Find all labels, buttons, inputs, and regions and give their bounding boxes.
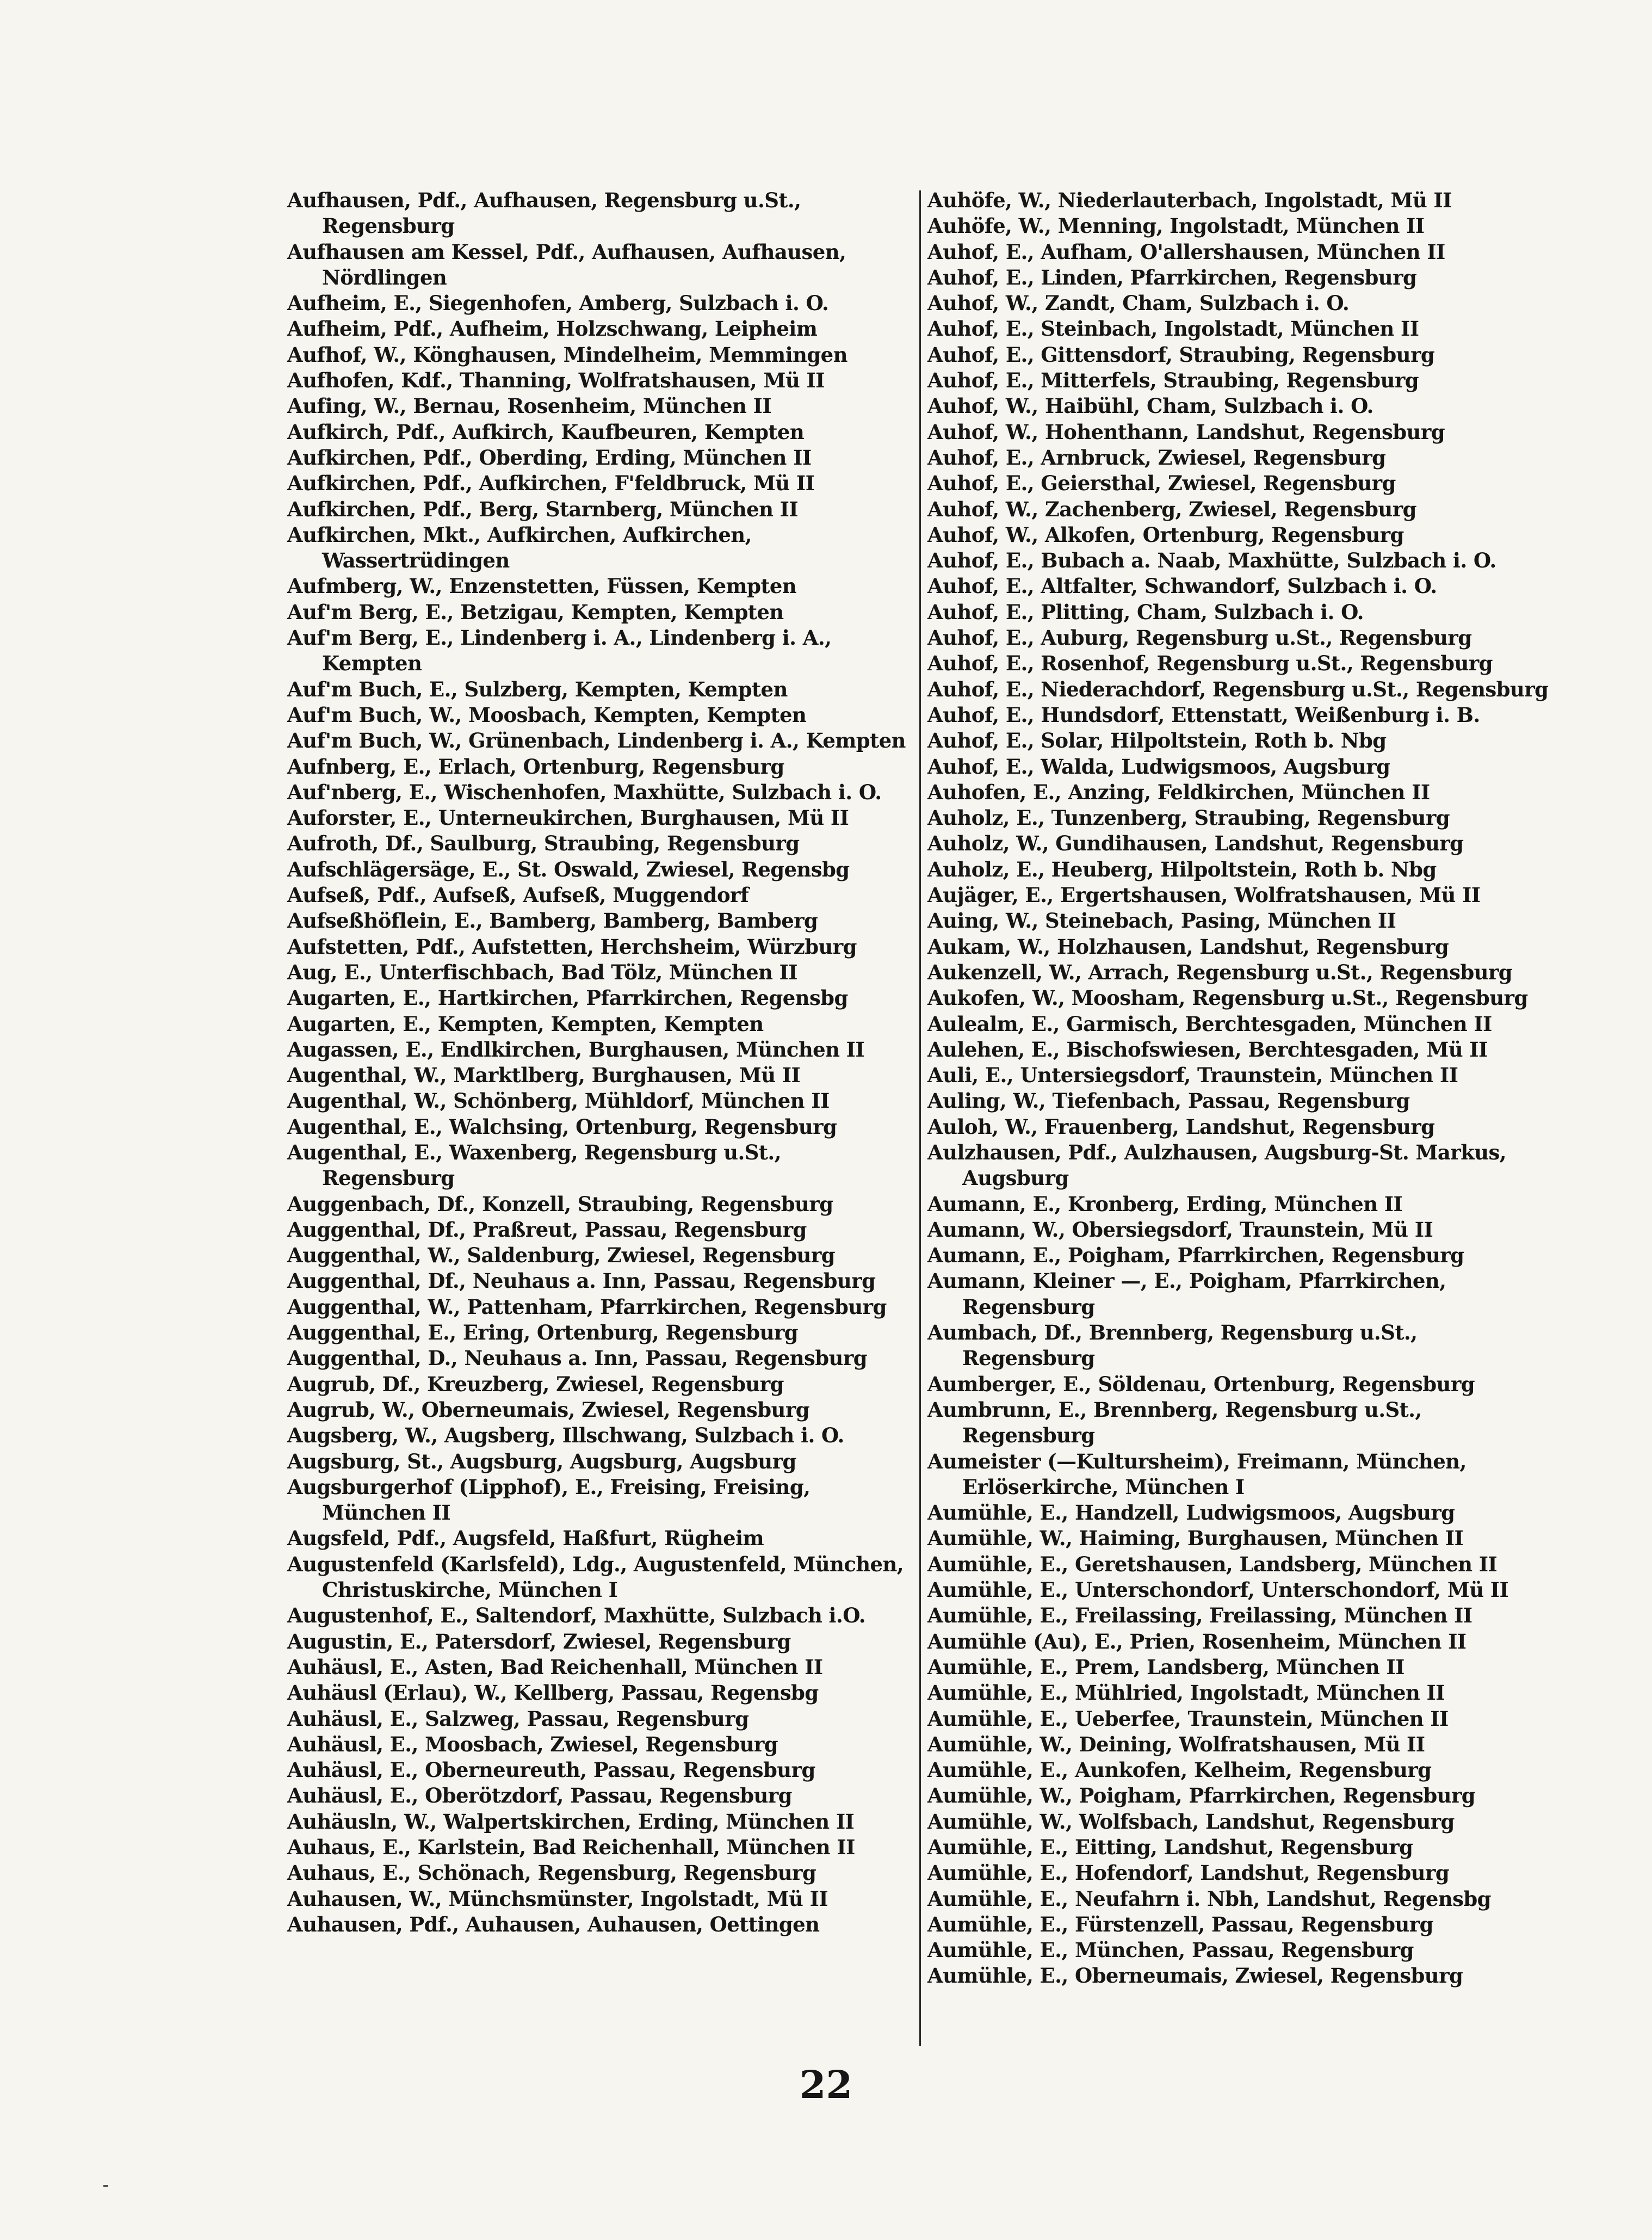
- gazetteer-entry: Augenthal, E., Waxenberg, Regensburg u.St., Regensburg: [287, 1140, 781, 1190]
- gazetteer-entry: Aufkirchen, Pdf., Berg, Starnberg, München II: [287, 497, 799, 521]
- gazetteer-entry: Auhof, W., Zachenberg, Zwiesel, Regensburg: [927, 497, 1416, 521]
- gazetteer-entry: Auforster, E., Unterneukirchen, Burghausen, Mü II: [287, 806, 849, 830]
- gazetteer-entry: Aumühle, E., Eitting, Landshut, Regensburg: [927, 1835, 1413, 1859]
- gazetteer-entry: Aufmberg, W., Enzenstetten, Füssen, Kempten: [287, 574, 797, 598]
- gazetteer-entry: Auhäusl, E., Asten, Bad Reichenhall, München II: [287, 1655, 823, 1679]
- gazetteer-entry: Auggenthal, D., Neuhaus a. Inn, Passau, Regensburg: [287, 1346, 868, 1371]
- gazetteer-entry: Aufhofen, Kdf., Thanning, Wolfratshausen, Mü II: [287, 368, 825, 393]
- gazetteer-entry: Augassen, E., Endlkirchen, Burghausen, München II: [287, 1037, 865, 1062]
- gazetteer-entry: Aukam, W., Holzhausen, Landshut, Regensburg: [927, 934, 1449, 959]
- gazetteer-entry: Aufnberg, E., Erlach, Ortenburg, Regensburg: [287, 754, 784, 779]
- gazetteer-entry: Auhäusl, E., Moosbach, Zwiesel, Regensburg: [287, 1732, 778, 1756]
- gazetteer-entry: Aumühle, E., Fürstenzell, Passau, Regensburg: [927, 1912, 1433, 1936]
- gazetteer-entry: Auggenthal, E., Ering, Ortenburg, Regensburg: [287, 1320, 799, 1345]
- gazetteer-entry: Auing, W., Steinebach, Pasing, München II: [927, 909, 1396, 933]
- gazetteer-entry: Auhof, E., Solar, Hilpoltstein, Roth b. Nbg: [927, 729, 1387, 753]
- gazetteer-entry: Auhausen, Pdf., Auhausen, Auhausen, Oettingen: [287, 1912, 820, 1936]
- gazetteer-entry: Auling, W., Tiefenbach, Passau, Regensburg: [927, 1089, 1410, 1113]
- gazetteer-entry: Auhäusl, E., Salzweg, Passau, Regensburg: [287, 1706, 749, 1731]
- gazetteer-entry: Auhof, E., Steinbach, Ingolstadt, München II: [927, 317, 1419, 341]
- gazetteer-entry: Aufstetten, Pdf., Aufstetten, Herchsheim, Würzburg: [287, 934, 857, 959]
- gazetteer-entry: Aumann, E., Kronberg, Erding, München II: [927, 1192, 1403, 1216]
- gazetteer-entry: Auholz, E., Heuberg, Hilpoltstein, Roth b. Nbg: [927, 857, 1437, 881]
- gazetteer-entry: Auhof, W., Haibühl, Cham, Sulzbach i. O.: [927, 394, 1373, 418]
- gazetteer-entry: Aumühle, E., Oberneumais, Zwiesel, Regensburg: [927, 1964, 1463, 1988]
- right-column: [927, 188, 1550, 1989]
- gazetteer-entry: Auhof, W., Hohenthann, Landshut, Regensburg: [927, 419, 1445, 444]
- gazetteer-entry: Auf'm Buch, E., Sulzberg, Kempten, Kempten: [287, 677, 788, 701]
- gazetteer-entry: Auhof, E., Rosenhof, Regensburg u.St., Regensburg: [927, 651, 1493, 676]
- gazetteer-entry: Aumühle (Au), E., Prien, Rosenheim, München II: [927, 1629, 1467, 1653]
- gazetteer-entry: Aumann, E., Poigham, Pfarrkirchen, Regensburg: [927, 1243, 1464, 1268]
- gazetteer-entry: Augsburgerhof (Lipphof), E., Freising, Freising, München II: [287, 1474, 810, 1525]
- gazetteer-entry: Auggenthal, W., Pattenham, Pfarrkirchen, Regensburg: [287, 1294, 887, 1319]
- gazetteer-entry: Auhof, E., Plitting, Cham, Sulzbach i. O.: [927, 600, 1364, 624]
- gazetteer-entry: Aufing, W., Bernau, Rosenheim, München II: [287, 394, 772, 418]
- gazetteer-entry: Auholz, E., Tunzenberg, Straubing, Regensburg: [927, 806, 1450, 830]
- gazetteer-entry: Auhaus, E., Schönach, Regensburg, Regensburg: [287, 1861, 816, 1885]
- gazetteer-entry: Aulehen, E., Bischofswiesen, Berchtesgaden, Mü II: [927, 1037, 1488, 1062]
- gazetteer-entry: Augsburg, St., Augsburg, Augsburg, Augsburg: [287, 1449, 796, 1473]
- gazetteer-entry: Auhöfe, W., Niederlauterbach, Ingolstadt, Mü II: [927, 188, 1452, 212]
- gazetteer-entry: Auggenthal, Df., Neuhaus a. Inn, Passau, Regensburg: [287, 1269, 876, 1293]
- gazetteer-entry: Auholz, W., Gundihausen, Landshut, Regensburg: [927, 831, 1464, 856]
- gazetteer-entry: Augustenfeld (Karlsfeld), Ldg., Augustenfeld, München, Christuskirche, München I: [287, 1552, 904, 1602]
- gazetteer-entry: Aumeister (—Kultursheim), Freimann, München, Erlöserkirche, München I: [927, 1449, 1467, 1499]
- gazetteer-entry: Aufkirchen, Mkt., Aufkirchen, Aufkirchen, Wassertrüdingen: [287, 522, 752, 573]
- left-column: [287, 188, 913, 1937]
- gazetteer-entry: Augustenhof, E., Saltendorf, Maxhütte, Sulzbach i.O.: [287, 1603, 866, 1628]
- gazetteer-entry: Aufheim, Pdf., Aufheim, Holzschwang, Leipheim: [287, 317, 818, 341]
- gazetteer-entry: Auggenbach, Df., Konzell, Straubing, Regensburg: [287, 1192, 833, 1216]
- gazetteer-entry: Aukenzell, W., Arrach, Regensburg u.St., Regensburg: [927, 960, 1513, 984]
- gazetteer-entry: Augsberg, W., Augsberg, Illschwang, Sulzbach i. O.: [287, 1423, 844, 1448]
- gazetteer-entry: Aumühle, E., Mühlried, Ingolstadt, München II: [927, 1681, 1445, 1705]
- gazetteer-entry: Aufhausen am Kessel, Pdf., Aufhausen, Aufhausen, Nördlingen: [287, 239, 846, 289]
- gazetteer-entry: Augrub, W., Oberneumais, Zwiesel, Regensburg: [287, 1397, 810, 1422]
- gazetteer-entry: Auhof, E., Altfalter, Schwandorf, Sulzbach i. O.: [927, 574, 1437, 598]
- gazetteer-entry: Auhof, E., Mitterfels, Straubing, Regensburg: [927, 368, 1419, 393]
- gazetteer-entry: Augenthal, E., Walchsing, Ortenburg, Regensburg: [287, 1114, 837, 1139]
- gazetteer-entry: Aumühle, E., Freilassing, Freilassing, München II: [927, 1603, 1472, 1628]
- gazetteer-entry: Auhof, E., Gittensdorf, Straubing, Regensburg: [927, 342, 1435, 367]
- gazetteer-entry: Aumühle, E., Ueberfee, Traunstein, München II: [927, 1706, 1449, 1731]
- gazetteer-entry: Auf'm Buch, W., Grünenbach, Lindenberg i. A., Kempten: [287, 729, 906, 753]
- gazetteer-entry: Auf'm Berg, E., Lindenberg i. A., Lindenberg i. A., Kempten: [287, 626, 832, 676]
- gazetteer-entry: Aufhausen, Pdf., Aufhausen, Regensburg u.St., Regensburg: [287, 188, 801, 238]
- gazetteer-entry: Auhof, E., Auburg, Regensburg u.St., Regensburg: [927, 626, 1472, 650]
- gazetteer-entry: Aufseßhöflein, E., Bamberg, Bamberg, Bamberg: [287, 909, 818, 933]
- gazetteer-entry: Aufkirchen, Pdf., Aufkirchen, F'feldbruck, Mü II: [287, 471, 815, 496]
- gazetteer-entry: Auhausen, W., Münchsmünster, Ingolstadt, Mü II: [287, 1886, 828, 1911]
- gazetteer-entry: Aumühle, W., Deining, Wolfratshausen, Mü II: [927, 1732, 1425, 1756]
- gazetteer-entry: Aukofen, W., Moosham, Regensburg u.St., Regensburg: [927, 986, 1528, 1010]
- gazetteer-entry: Aufschlägersäge, E., St. Oswald, Zwiesel, Regensbg: [287, 857, 850, 881]
- gazetteer-entry: Auhof, E., Geiersthal, Zwiesel, Regensburg: [927, 471, 1396, 496]
- gazetteer-entry: Auhof, E., Aufham, O'allershausen, München II: [927, 239, 1445, 264]
- gazetteer-entry: Augenthal, W., Marktlberg, Burghausen, Mü II: [287, 1063, 801, 1088]
- page-number: 22: [799, 2062, 853, 2107]
- scan-speck: [103, 2185, 108, 2187]
- gazetteer-entry: Aumühle, E., Aunkofen, Kelheim, Regensburg: [927, 1758, 1432, 1782]
- gazetteer-entry: Aumühle, W., Poigham, Pfarrkirchen, Regensburg: [927, 1784, 1476, 1808]
- gazetteer-entry: Aulzhausen, Pdf., Aulzhausen, Augsburg-St. Markus, Augsburg: [927, 1140, 1506, 1190]
- gazetteer-entry: Auli, E., Untersiegsdorf, Traunstein, München II: [927, 1063, 1458, 1088]
- gazetteer-entry: Auhäusl, E., Oberneureuth, Passau, Regensburg: [287, 1758, 815, 1782]
- gazetteer-entry: Aumühle, E., Handzell, Ludwigsmoos, Augsburg: [927, 1501, 1455, 1525]
- gazetteer-entry: Augrub, Df., Kreuzberg, Zwiesel, Regensburg: [287, 1372, 784, 1396]
- gazetteer-entry: Aumühle, W., Wolfsbach, Landshut, Regensburg: [927, 1809, 1455, 1834]
- gazetteer-entry: Aufseß, Pdf., Aufseß, Aufseß, Muggendorf: [287, 883, 749, 908]
- gazetteer-entry: Auhöfe, W., Menning, Ingolstadt, München II: [927, 214, 1425, 238]
- gazetteer-entry: Aufkirch, Pdf., Aufkirch, Kaufbeuren, Kempten: [287, 419, 805, 444]
- gazetteer-entry: Augenthal, W., Schönberg, Mühldorf, München II: [287, 1089, 830, 1113]
- gazetteer-entry: Aumühle, E., Geretshausen, Landsberg, München II: [927, 1552, 1498, 1576]
- gazetteer-entry: Aufkirchen, Pdf., Oberding, Erding, München II: [287, 445, 812, 470]
- gazetteer-entry: Auhof, E., Niederachdorf, Regensburg u.St., Regensburg: [927, 677, 1549, 701]
- gazetteer-entry: Auhof, E., Walda, Ludwigsmoos, Augsburg: [927, 754, 1390, 779]
- gazetteer-entry: Aujäger, E., Ergertshausen, Wolfratshausen, Mü II: [927, 883, 1481, 908]
- gazetteer-entry: Auhäusl, E., Oberötzdorf, Passau, Regensburg: [287, 1784, 792, 1808]
- gazetteer-entry: Aumann, W., Obersiegsdorf, Traunstein, Mü II: [927, 1217, 1433, 1242]
- gazetteer-entry: Auhof, E., Linden, Pfarrkirchen, Regensburg: [927, 265, 1417, 289]
- gazetteer-entry: Auhäusln, W., Walpertskirchen, Erding, München II: [287, 1809, 855, 1834]
- gazetteer-entry: Aumühle, E., Hofendorf, Landshut, Regensburg: [927, 1861, 1450, 1885]
- gazetteer-entry: Auf'nberg, E., Wischenhofen, Maxhütte, Sulzbach i. O.: [287, 780, 882, 804]
- gazetteer-entry: Aumberger, E., Söldenau, Ortenburg, Regensburg: [927, 1372, 1475, 1396]
- gazetteer-entry: Auhaus, E., Karlstein, Bad Reichenhall, München II: [287, 1835, 855, 1859]
- gazetteer-entry: Aumühle, E., Neufahrn i. Nbh, Landshut, Regensbg: [927, 1886, 1491, 1911]
- gazetteer-entry: Auhof, W., Zandt, Cham, Sulzbach i. O.: [927, 291, 1350, 316]
- gazetteer-entry: Aumühle, W., Haiming, Burghausen, München II: [927, 1526, 1464, 1551]
- gazetteer-entry: Augarten, E., Kempten, Kempten, Kempten: [287, 1011, 764, 1036]
- gazetteer-entry: Auggenthal, W., Saldenburg, Zwiesel, Regensburg: [287, 1243, 835, 1268]
- gazetteer-entry: Aulealm, E., Garmisch, Berchtesgaden, München II: [927, 1011, 1492, 1036]
- gazetteer-entry: Aufroth, Df., Saulburg, Straubing, Regensburg: [287, 831, 800, 856]
- gazetteer-entry: Auhäusl (Erlau), W., Kellberg, Passau, Regensbg: [287, 1681, 819, 1705]
- gazetteer-entry: Aumbrunn, E., Brennberg, Regensburg u.St., Regensburg: [927, 1397, 1422, 1448]
- gazetteer-entry: Auf'm Berg, E., Betzigau, Kempten, Kempten: [287, 600, 784, 624]
- gazetteer-entry: Aumbach, Df., Brennberg, Regensburg u.St., Regensburg: [927, 1320, 1418, 1371]
- gazetteer-entry: Augustin, E., Patersdorf, Zwiesel, Regensburg: [287, 1629, 791, 1653]
- gazetteer-entry: Aumühle, E., München, Passau, Regensburg: [927, 1938, 1414, 1963]
- gazetteer-entry: Aug, E., Unterfischbach, Bad Tölz, München II: [287, 960, 798, 984]
- gazetteer-entry: Aufhof, W., Könghausen, Mindelheim, Memmingen: [287, 342, 847, 367]
- gazetteer-entry: Auloh, W., Frauenberg, Landshut, Regensburg: [927, 1114, 1435, 1139]
- gazetteer-entry: Aumann, Kleiner —, E., Poigham, Pfarrkirchen, Regensburg: [927, 1269, 1446, 1319]
- gazetteer-entry: Augsfeld, Pdf., Augsfeld, Haßfurt, Rügheim: [287, 1526, 764, 1551]
- gazetteer-entry: Auhof, E., Arnbruck, Zwiesel, Regensburg: [927, 445, 1386, 470]
- gazetteer-entry: Augarten, E., Hartkirchen, Pfarrkirchen, Regensbg: [287, 986, 848, 1010]
- gazetteer-entry: Aumühle, E., Prem, Landsberg, München II: [927, 1655, 1404, 1679]
- gazetteer-entry: Auhofen, E., Anzing, Feldkirchen, München II: [927, 780, 1430, 804]
- gazetteer-entry: Aumühle, E., Unterschondorf, Unterschondorf, Mü II: [927, 1578, 1509, 1602]
- gazetteer-entry: Aufheim, E., Siegenhofen, Amberg, Sulzbach i. O.: [287, 291, 829, 316]
- gazetteer-entry: Auhof, E., Bubach a. Naab, Maxhütte, Sulzbach i. O.: [927, 548, 1496, 573]
- gazetteer-entry: Auggenthal, Df., Praßreut, Passau, Regensburg: [287, 1217, 807, 1242]
- gazetteer-entry: Auhof, E., Hundsdorf, Ettenstatt, Weißenburg i. B.: [927, 702, 1480, 727]
- gazetteer-entry: Auf'm Buch, W., Moosbach, Kempten, Kempten: [287, 702, 807, 727]
- gazetteer-entry: Auhof, W., Alkofen, Ortenburg, Regensburg: [927, 522, 1404, 547]
- column-divider: [919, 190, 921, 2046]
